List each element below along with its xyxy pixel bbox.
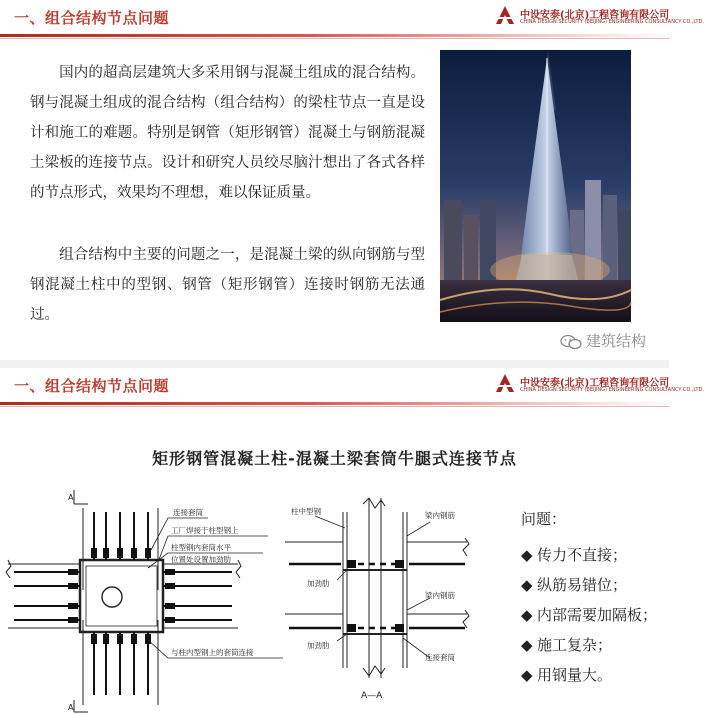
logo-english: CHINA DESIGN SECURITY (BEIJING) ENGINEERING CONSULTANCY CO.,LTD. (520, 19, 704, 25)
watermark-text: 建筑结构 (586, 332, 647, 350)
bullet-icon: ◆ (521, 606, 533, 624)
header-rule (0, 34, 669, 37)
paragraph-2-text: 组合结构中主要的问题之一，是混凝土梁的纵向钢筋与型钢混凝土柱中的型钢、钢管（矩形钢管）连接时钢筋无法通过。 (30, 247, 425, 323)
bullet-icon: ◆ (521, 546, 533, 564)
label-stiffener-top: 加劲肋 (307, 579, 330, 588)
header-rule-thin (0, 406, 669, 407)
logo-mark-icon (494, 372, 516, 394)
issues-heading: 问题： (521, 510, 567, 528)
paragraph-1-text: 国内的超高层建筑大多采用钢与混凝土组成的混合结构。钢与混凝土组成的混合结构（组合结构）的梁柱节点一直是设计和施工的难题。特别是钢管（矩形钢管）混凝土与钢筋混凝土梁板的连接节点。设计和研究人员绞尽脑汁想出了各式各样的节点形式，效果均不理想，难以保证质量。 (30, 65, 425, 201)
paragraph-2 (30, 240, 425, 330)
section-mark-a-bottom: A (68, 703, 74, 712)
logo-mark-icon (494, 4, 516, 26)
bullet-icon: ◆ (521, 666, 533, 684)
label-connect: 与柱内型钢上的套筒连接 (171, 648, 254, 657)
issue-item: ◆ 内部需要加隔板； (521, 600, 669, 630)
company-logo (494, 4, 704, 30)
issues-list (521, 508, 669, 690)
slide-2 (0, 368, 704, 714)
header-title: 一、组合结构节点问题 (14, 377, 170, 395)
label-stiffener-bottom: 加劲肋 (307, 641, 330, 650)
label-beam-rebar-bottom: 梁内钢筋 (425, 591, 455, 600)
label-stiffener: 柱型钢内套筒水平 (171, 543, 231, 552)
slide-separator (0, 360, 669, 368)
label-sleeve: 连接套筒 (425, 653, 455, 662)
issue-item: ◆ 纵筋易错位； (521, 570, 669, 600)
bullet-icon: ◆ (521, 576, 533, 594)
wechat-icon (560, 334, 582, 350)
header-rule (0, 402, 669, 405)
slide-header (0, 368, 704, 408)
label-weld: 工厂焊接于柱型钢上 (171, 526, 239, 535)
logo-chinese: 中设安泰(北京)工程咨询有限公司 (520, 378, 670, 389)
section-view-drawing (285, 498, 505, 708)
bullet-icon: ◆ (521, 636, 533, 654)
label-sleeve: 连接套筒 (173, 508, 203, 517)
watermark (560, 330, 646, 351)
issue-item: ◆ 施工复杂； (521, 630, 669, 660)
label-column-steel: 柱中型钢 (291, 507, 321, 516)
issue-item: ◆ 用钢量大。 (521, 660, 669, 690)
plan-view-drawing (8, 490, 293, 714)
label-stiffener-2: 位置处设置加劲肋 (171, 555, 231, 564)
logo-chinese: 中设安泰(北京)工程咨询有限公司 (520, 10, 670, 21)
label-beam-rebar-top: 梁内钢筋 (425, 511, 455, 520)
paragraph-1 (30, 58, 425, 208)
header-rule-thin (0, 38, 669, 39)
section-mark-a-top: A (68, 493, 74, 502)
issue-item: ◆ 传力不直接； (521, 540, 669, 570)
skyscraper-photo (440, 50, 631, 322)
section-label: A—A (361, 691, 383, 701)
logo-english: CHINA DESIGN SECURITY (BEIJING) ENGINEERING CONSULTANCY CO.,LTD. (520, 387, 704, 393)
header-title: 一、组合结构节点问题 (14, 9, 170, 27)
company-logo (494, 372, 704, 398)
slide-title: 矩形钢管混凝土柱-混凝土梁套筒牛腿式连接节点 (152, 449, 517, 468)
slide-header (0, 0, 704, 40)
